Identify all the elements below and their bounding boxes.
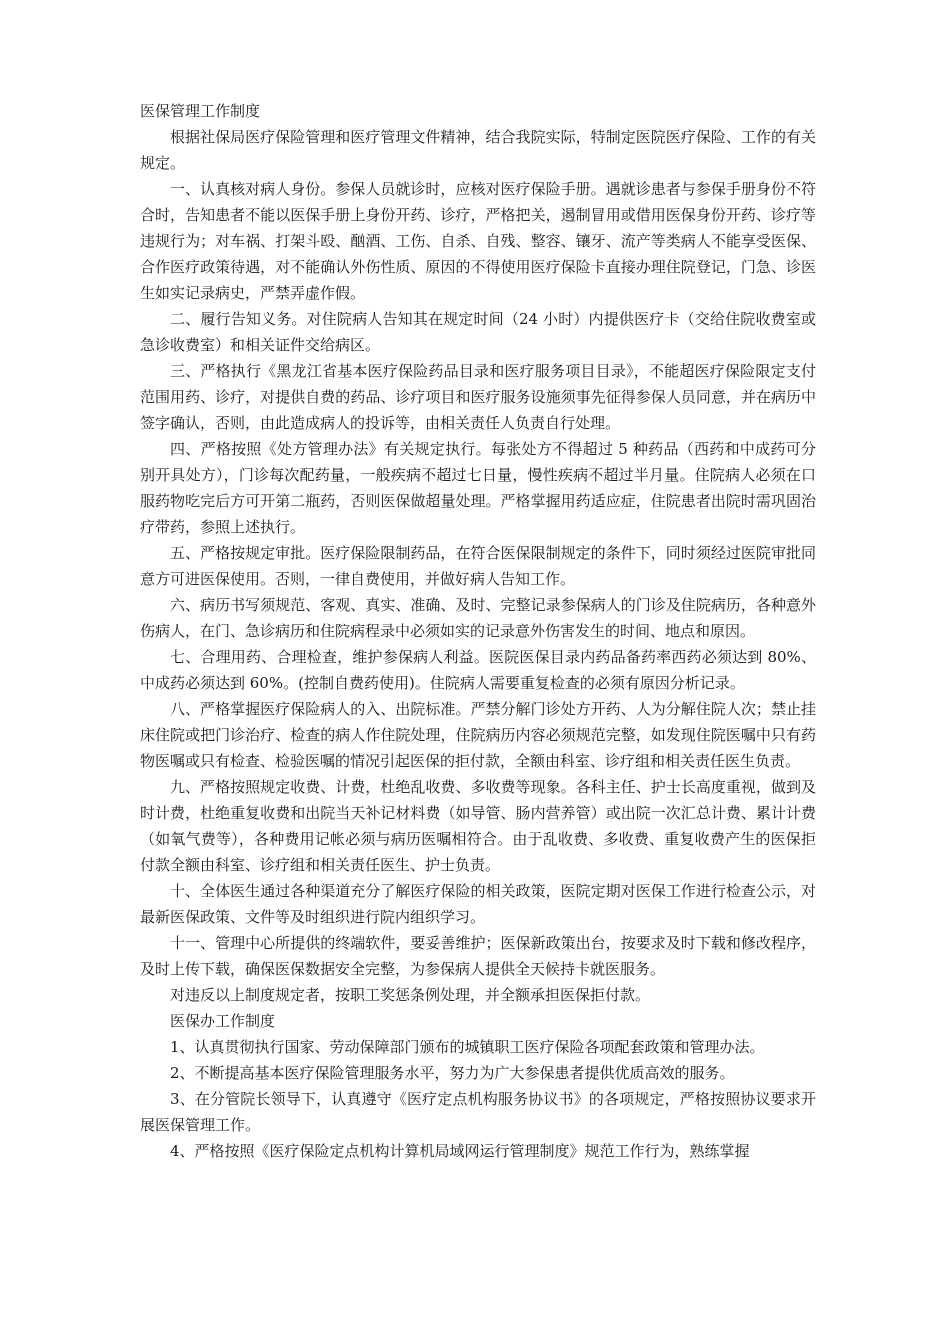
document-page xyxy=(140,98,816,1164)
rule-5-paragraph: 五、严格按规定审批。医疗保险限制药品，在符合医保限制规定的条件下，同时须经过医院审批同意方可进医保使用。否则，一律自费使用，并做好病人告知工作。 xyxy=(140,544,816,588)
rule-9-paragraph: 九、严格按照规定收费、计费，杜绝乱收费、多收费等现象。各科主任、护士长高度重视，做到及时计费，杜绝重复收费和出院当天补记材料费（如导管、肠内营养管）或出院一次汇总计费、累计计费（如氧气费等），各种费用记帐必须与病历医嘱相符合。由于乱收费、多收费、重复收费产生的医保拒付款全额由科室、诊疗组和相关责任医生、护士负责。 xyxy=(140,778,816,874)
intro-paragraph: 根据社保局医疗保险管理和医疗管理文件精神，结合我院实际，特制定医院医疗保险、工作的有关规定。 xyxy=(140,128,816,172)
office-item-1: 1、认真贯彻执行国家、劳动保障部门颁布的城镇职工医疗保险各项配套政策和管理办法。 xyxy=(170,1038,765,1056)
rule-6-paragraph: 六、病历书写须规范、客观、真实、准确、及时、完整记录参保病人的门诊及住院病历，各种意外伤病人，在门、急诊病历和住院病程录中必须如实的记录意外伤害发生的时间、地点和原因。 xyxy=(140,596,816,640)
document-title: 医保管理工作制度 xyxy=(140,102,261,120)
office-item-4: 4、严格按照《医疗保险定点机构计算机局域网运行管理制度》规范工作行为，熟练掌握 xyxy=(170,1142,750,1160)
rule-7-paragraph: 七、合理用药、合理检查，维护参保病人利益。医院医保目录内药品备药率西药必须达到 80%、中成药必须达到 60%。(控制自费药使用)。住院病人需要重复检查的必须有原因分析记录。 xyxy=(140,648,816,692)
rule-10-paragraph: 十、全体医生通过各种渠道充分了解医疗保险的相关政策，医院定期对医保工作进行检查公示，对最新医保政策、文件等及时组织进行院内组织学习。 xyxy=(140,882,816,926)
rule-3-paragraph: 三、严格执行《黑龙江省基本医疗保险药品目录和医疗服务项目目录》，不能超医疗保险限定支付范围用药、诊疗，对提供自费的药品、诊疗项目和医疗服务设施须事先征得参保人员同意，并在病历中签字确认，否则，由此造成病人的投诉等，由相关责任人负责自行处理。 xyxy=(140,362,816,432)
office-item-3: 3、在分管院长领导下，认真遵守《医疗定点机构服务协议书》的各项规定，严格按照协议要求开展医保管理工作。 xyxy=(140,1090,816,1134)
rule-1-paragraph: 一、认真核对病人身份。参保人员就诊时，应核对医疗保险手册。遇就诊患者与参保手册身份不符合时，告知患者不能以医保手册上身份开药、诊疗，严格把关，遏制冒用或借用医保身份开药、诊疗等违规行为；对车祸、打架斗殴、酗酒、工伤、自杀、自残、整容、镶牙、流产等类病人不能享受医保、合作医疗政策待遇，对不能确认外伤性质、原因的不得使用医疗保险卡直接办理住院登记，门急、诊医生如实记录病史，严禁弄虚作假。 xyxy=(140,180,816,302)
rule-2-paragraph: 二、履行告知义务。对住院病人告知其在规定时间（24 小时）内提供医疗卡（交给住院收费室或急诊收费室）和相关证件交给病区。 xyxy=(140,310,816,354)
rule-11-paragraph: 十一、管理中心所提供的终端软件，要妥善维护；医保新政策出台，按要求及时下载和修改程序，及时上传下载，确保医保数据安全完整，为参保病人提供全天候持卡就医服务。 xyxy=(140,934,816,978)
section-heading: 医保办工作制度 xyxy=(170,1012,276,1030)
rule-8-paragraph: 八、严格掌握医疗保险病人的入、出院标准。严禁分解门诊处方开药、人为分解住院人次；禁止挂床住院或把门诊治疗、检查的病人作住院处理，住院病历内容必须规范完整，如发现住院医嘱中只有药物医嘱或只有检查、检验医嘱的情况引起医保的拒付款，全额由科室、诊疗组和相关责任医生负责。 xyxy=(140,700,816,770)
rule-4-paragraph: 四、严格按照《处方管理办法》有关规定执行。每张处方不得超过 5 种药品（西药和中成药可分别开具处方），门诊每次配药量，一般疾病不超过七日量，慢性疾病不超过半月量。住院病人必须在口服药物吃完后方可开第二瓶药，否则医保做超量处理。严格掌握用药适应症，住院患者出院时需巩固治疗带药，参照上述执行。 xyxy=(140,440,816,536)
penalty-paragraph: 对违反以上制度规定者，按职工奖惩条例处理，并全额承担医保拒付款。 xyxy=(170,986,651,1004)
office-item-2: 2、不断提高基本医疗保险管理服务水平，努力为广大参保患者提供优质高效的服务。 xyxy=(170,1064,735,1082)
